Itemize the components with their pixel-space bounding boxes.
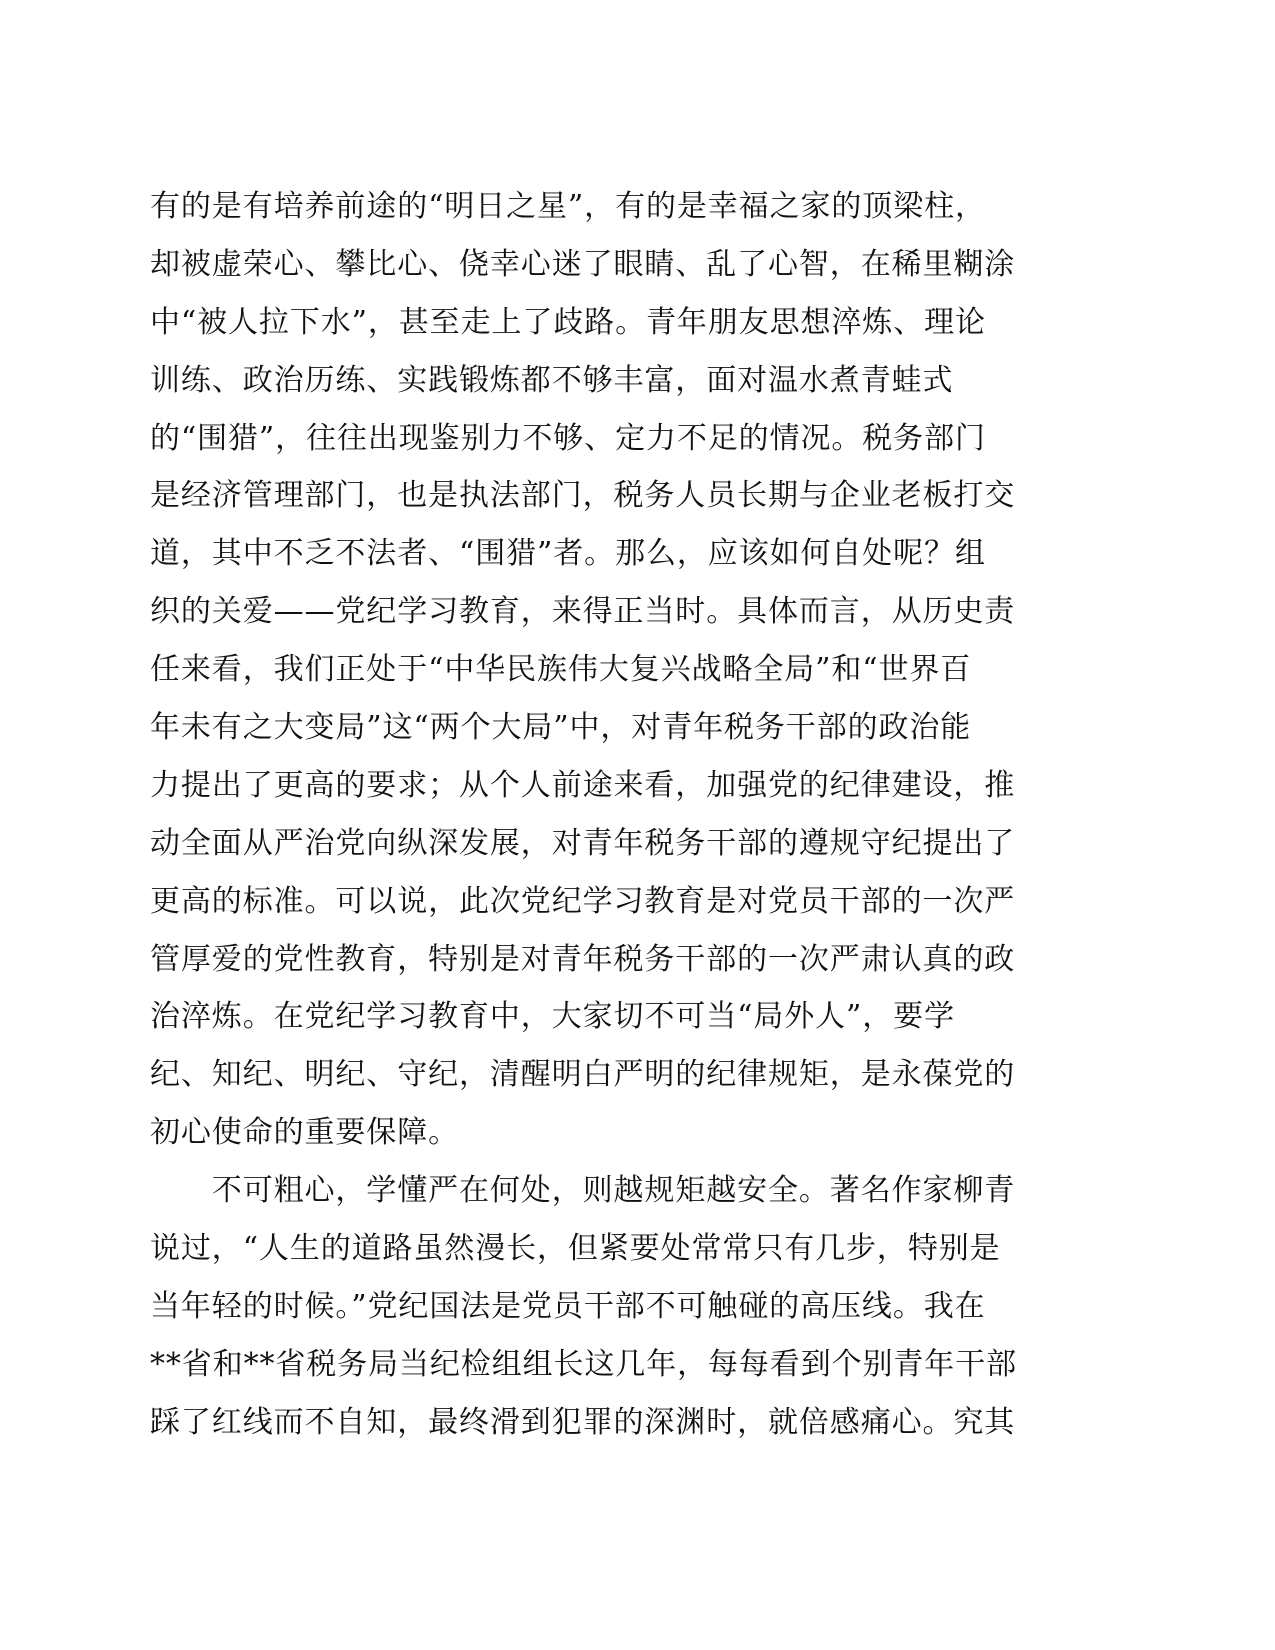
text-line: 的“围猎”，往往出现鉴别力不够、定力不足的情况。税务部门 [150, 420, 986, 456]
text-line: 却被虚荣心、攀比心、侥幸心迷了眼睛、乱了心智，在稀里糊涂 [150, 246, 1016, 282]
text-line: 说过，“人生的道路虽然漫长，但紧要处常常只有几步，特别是 [150, 1231, 1001, 1267]
text-line: 当年轻的时候。”党纪国法是党员干部不可触碰的高压线。我在 [150, 1288, 986, 1324]
text-line: 有的是有培养前途的“明日之星”，有的是幸福之家的顶梁柱， [150, 189, 986, 224]
text-line: 动全面从严治党向纵深发展，对青年税务干部的遵规守纪提出了 [150, 825, 1016, 861]
text-line: 是经济管理部门，也是执法部门，税务人员长期与企业老板打交 [150, 478, 1016, 514]
text-line: 纪、知纪、明纪、守纪，清醒明白严明的纪律规矩，是永葆党的 [150, 1057, 1016, 1093]
text-line: 不可粗心，学懂严在何处，则越规矩越安全。著名作家柳青 [150, 1173, 1016, 1209]
text-line: 力提出了更高的要求；从个人前途来看，加强党的纪律建设，推 [150, 767, 1016, 803]
text-line: 训练、政治历练、实践锻炼都不够丰富，面对温水煮青蛙式 [150, 362, 954, 398]
text-line: 织的关爱——党纪学习教育，来得正当时。具体而言，从历史责 [150, 594, 1016, 630]
text-line: 中“被人拉下水”，甚至走上了歧路。青年朋友思想淬炼、理论 [150, 304, 986, 340]
body-text [150, 178, 1080, 1452]
text-line: 管厚爱的党性教育，特别是对青年税务干部的一次严肃认真的政 [150, 941, 1016, 977]
text-line: 初心使命的重要保障。 [150, 1115, 459, 1151]
text-line: 任来看，我们正处于“中华民族伟大复兴战略全局”和“世界百 [150, 652, 972, 688]
text-line: **省和**省税务局当纪检组组长这几年，每每看到个别青年干部 [150, 1346, 1017, 1382]
text-line: 踩了红线而不自知，最终滑到犯罪的深渊时，就倍感痛心。究其 [150, 1404, 1016, 1440]
text-line: 更高的标准。可以说，此次党纪学习教育是对党员干部的一次严 [150, 883, 1016, 919]
text-line: 治淬炼。在党纪学习教育中，大家切不可当“局外人”，要学 [150, 999, 955, 1035]
text-line: 道，其中不乏不法者、“围猎”者。那么，应该如何自处呢？组 [150, 536, 986, 572]
text-line: 年未有之大变局”这“两个大局”中，对青年税务干部的政治能 [150, 710, 972, 746]
